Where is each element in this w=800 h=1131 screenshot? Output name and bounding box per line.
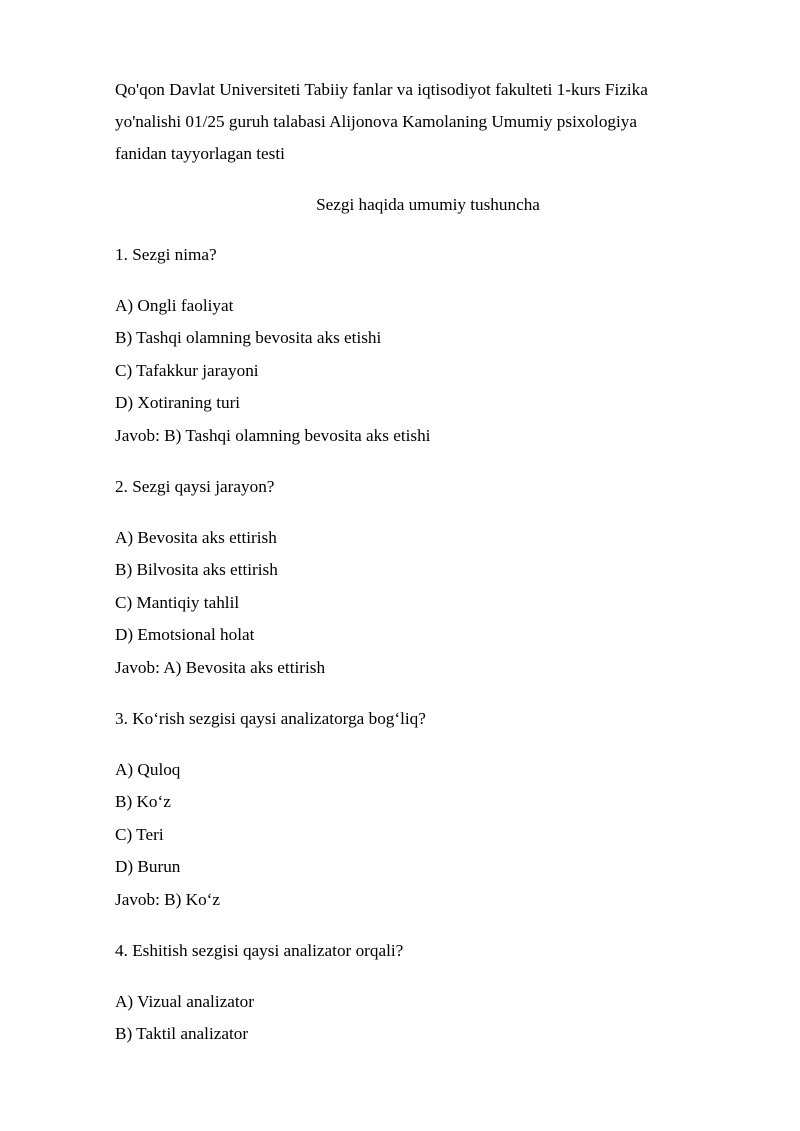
section-title: Sezgi haqida umumiy tushuncha bbox=[316, 195, 540, 214]
correct-answer: Javob: A) Bevosita aks ettirish bbox=[115, 658, 326, 677]
question-text: 3. Ko‘rish sezgisi qaysi analizatorga bog‘liq? bbox=[115, 709, 426, 728]
answer-option: A) Quloq bbox=[115, 760, 181, 779]
answer-option: A) Ongli faoliyat bbox=[115, 296, 234, 315]
answer-option: C) Mantiqiy tahlil bbox=[115, 593, 240, 612]
answer-option: A) Bevosita aks ettirish bbox=[115, 528, 277, 547]
document-intro bbox=[115, 74, 715, 170]
answer-option: B) Taktil analizator bbox=[115, 1024, 249, 1043]
answer-option: D) Xotiraning turi bbox=[115, 393, 241, 412]
answer-option: B) Bilvosita aks ettirish bbox=[115, 560, 278, 579]
question-text: 2. Sezgi qaysi jarayon? bbox=[115, 477, 275, 496]
intro-line: fanidan tayyorlagan testi bbox=[115, 144, 285, 163]
correct-answer: Javob: B) Ko‘z bbox=[115, 890, 221, 909]
correct-answer: Javob: B) Tashqi olamning bevosita aks etishi bbox=[115, 426, 431, 445]
intro-line: yo'nalishi 01/25 guruh talabasi Alijonova Kamolaning Umumiy psixologiya bbox=[115, 112, 638, 131]
question-text: 1. Sezgi nima? bbox=[115, 245, 217, 264]
answer-option: C) Teri bbox=[115, 825, 164, 844]
answer-option: A) Vizual analizator bbox=[115, 992, 254, 1011]
answer-option: B) Ko‘z bbox=[115, 792, 171, 811]
question-text: 4. Eshitish sezgisi qaysi analizator orqali? bbox=[115, 941, 404, 960]
answer-option: D) Burun bbox=[115, 857, 181, 876]
answer-option: B) Tashqi olamning bevosita aks etishi bbox=[115, 328, 382, 347]
answer-option: C) Tafakkur jarayoni bbox=[115, 361, 259, 380]
intro-line: Qo'qon Davlat Universiteti Tabiiy fanlar va iqtisodiyot fakulteti 1-kurs Fizika bbox=[115, 80, 648, 99]
answer-option: D) Emotsional holat bbox=[115, 625, 255, 644]
